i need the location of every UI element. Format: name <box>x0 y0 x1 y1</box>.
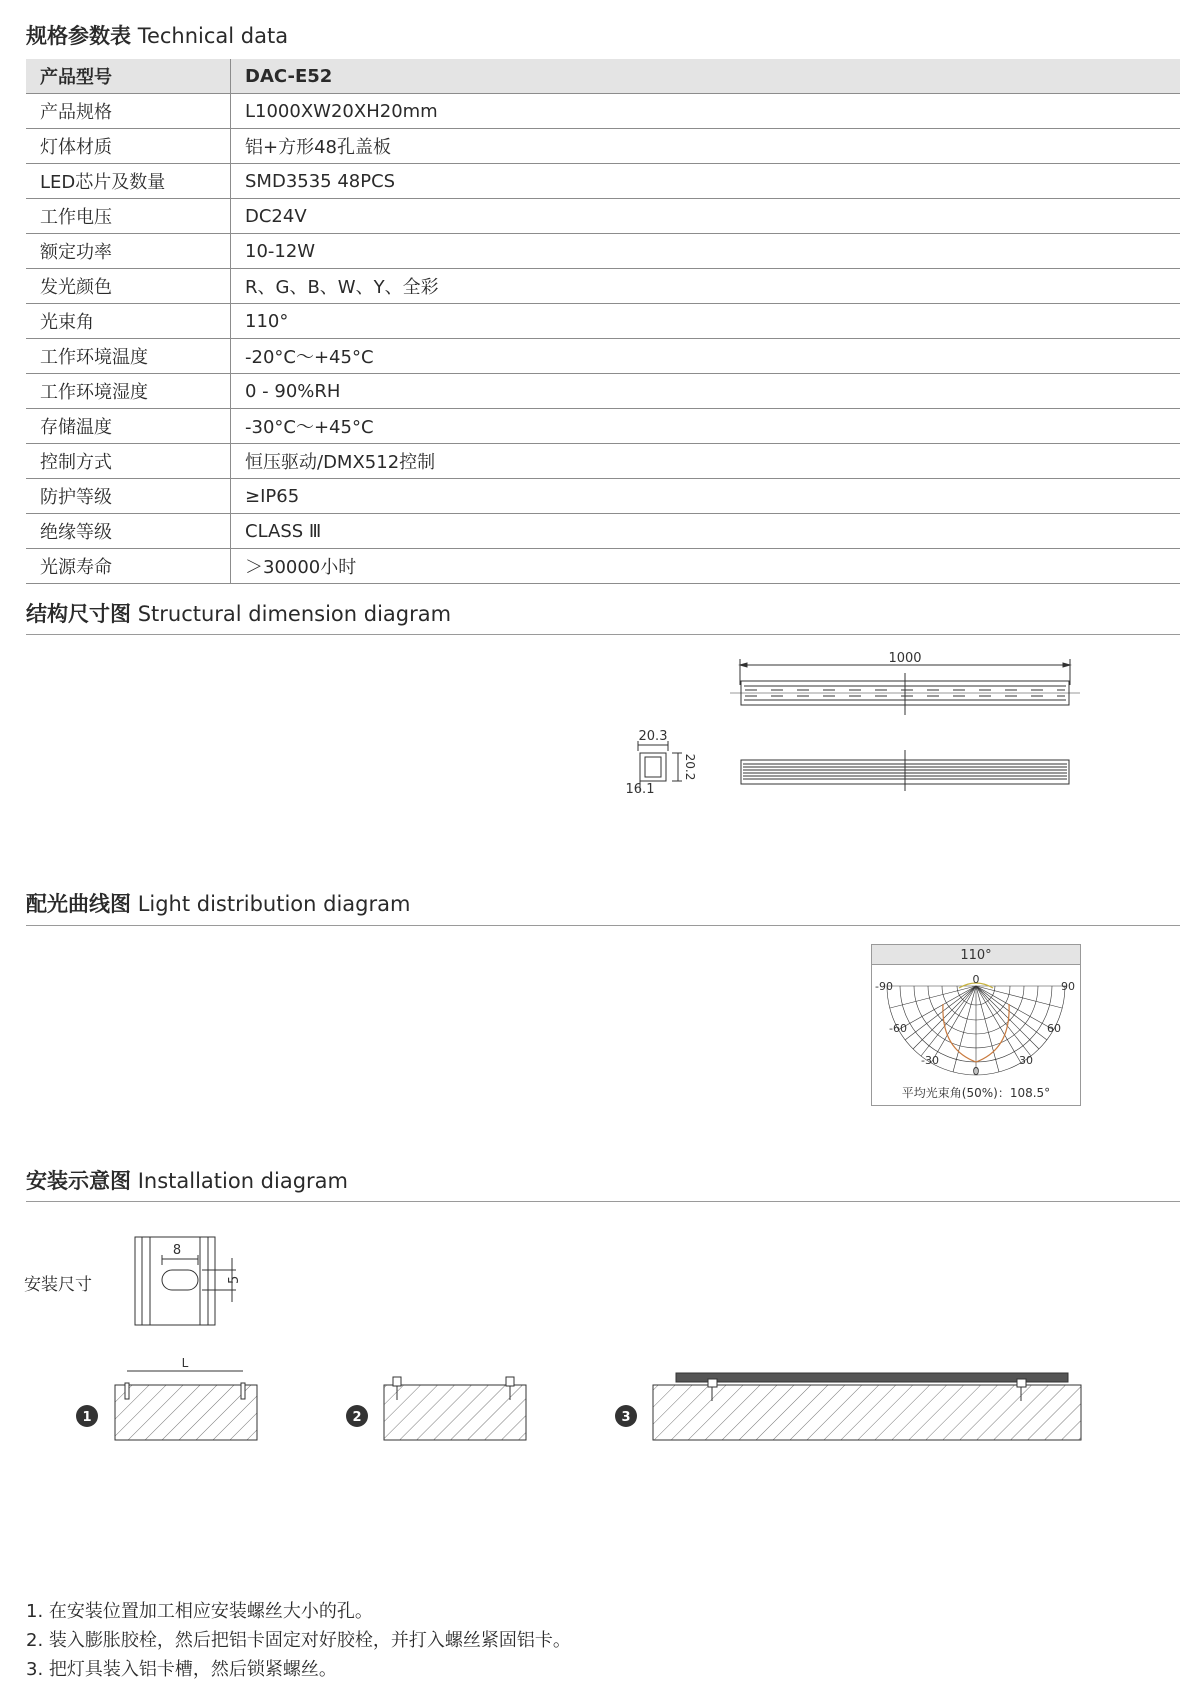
slot-width: 8 <box>172 1243 182 1258</box>
spec-value: 0 - 90%RH <box>231 374 1181 409</box>
structural-rule <box>26 634 1180 635</box>
step-badge-3-number: 3 <box>621 1410 631 1425</box>
install-step-2: 2. 装入膨胀胶栓，然后把铝卡固定对好胶栓，并打入螺丝紧固铝卡。 <box>26 1630 571 1651</box>
spec-value: 10-12W <box>231 234 1181 269</box>
install-size-label: 安装尺寸 <box>24 1275 92 1295</box>
spec-key: 工作环境温度 <box>26 339 231 374</box>
install-step-3: 3. 把灯具装入铝卡槽，然后锁紧螺丝。 <box>26 1659 337 1680</box>
spec-key: 工作环境湿度 <box>26 374 231 409</box>
spec-key: 控制方式 <box>26 444 231 479</box>
spec-header-value: DAC-E52 <box>231 59 1181 94</box>
angle-label-left-90: -90 <box>875 980 893 993</box>
spec-key: 光束角 <box>26 304 231 339</box>
distribution-rule <box>26 925 1180 926</box>
angle-label-bottom: 0 <box>972 1065 980 1078</box>
spec-row <box>26 409 1180 444</box>
technical-section-title: 规格参数表 Technical data <box>26 24 289 48</box>
install-steps-diagram <box>60 1355 1090 1450</box>
height-dimension: 20.2 <box>683 753 697 781</box>
side-view <box>741 750 1069 791</box>
spec-key: LED芯片及数量 <box>26 164 231 199</box>
spec-value: ＞30000小时 <box>231 549 1181 584</box>
spec-header-key: 产品型号 <box>26 59 231 94</box>
spec-value: -20°C～+45°C <box>231 339 1181 374</box>
structural-section-title: 结构尺寸图 Structural dimension diagram <box>26 602 452 626</box>
spec-value: -30°C～+45°C <box>231 409 1181 444</box>
step1-wall <box>115 1371 257 1440</box>
step-badge-2-number: 2 <box>352 1410 362 1425</box>
spec-key: 光源寿命 <box>26 549 231 584</box>
angle-label-left-30: -30 <box>921 1054 939 1067</box>
spec-row <box>26 479 1180 514</box>
spec-row <box>26 444 1180 479</box>
install-steps-text <box>26 1597 571 1684</box>
beam-caption: 平均光束角(50%)：108.5° <box>901 1086 1051 1100</box>
spec-row <box>26 234 1180 269</box>
spec-key: 存储温度 <box>26 409 231 444</box>
spec-value: SMD3535 48PCS <box>231 164 1181 199</box>
spec-value: R、G、B、W、Y、全彩 <box>231 269 1181 304</box>
spec-key: 绝缘等级 <box>26 514 231 549</box>
angle-label-left-60: -60 <box>889 1022 907 1035</box>
spec-row <box>26 549 1180 584</box>
installation-rule <box>26 1201 1180 1202</box>
spec-row <box>26 199 1180 234</box>
spacing-label: L <box>181 1356 189 1370</box>
spec-row <box>26 339 1180 374</box>
polar-diagram <box>871 944 1081 1106</box>
install-step-1: 1. 在安装位置加工相应安装螺丝大小的孔。 <box>26 1601 373 1622</box>
step2-wall <box>384 1377 526 1440</box>
structural-diagram <box>620 645 1090 805</box>
install-bracket-diagram <box>130 1230 250 1330</box>
spec-key: 防护等级 <box>26 479 231 514</box>
base-dimension: 16.1 <box>625 782 655 797</box>
angle-label-top: 0 <box>972 973 980 986</box>
spec-value: CLASS Ⅲ <box>231 514 1181 549</box>
installation-section-title: 安装示意图 Installation diagram <box>26 1169 348 1193</box>
distribution-section-title: 配光曲线图 Light distribution diagram <box>26 892 411 916</box>
spec-row <box>26 514 1180 549</box>
step-badge-1-number: 1 <box>82 1410 92 1425</box>
spec-table <box>26 59 1180 584</box>
slot-height: 5 <box>227 1275 242 1284</box>
spec-key: 产品规格 <box>26 94 231 129</box>
spec-key: 灯体材质 <box>26 129 231 164</box>
spec-header-row <box>26 59 1180 94</box>
spec-value: 铝+方形48孔盖板 <box>231 129 1181 164</box>
spec-row <box>26 269 1180 304</box>
beam-angle-header: 110° <box>960 948 992 963</box>
length-dimension: 1000 <box>888 651 922 666</box>
spec-key: 发光颜色 <box>26 269 231 304</box>
spec-value: L1000XW20XH20mm <box>231 94 1181 129</box>
step3-wall <box>653 1373 1081 1440</box>
spec-value: 110° <box>231 304 1181 339</box>
spec-row <box>26 129 1180 164</box>
angle-label-right-30: 30 <box>1019 1054 1033 1067</box>
angle-label-right-60: 60 <box>1047 1022 1061 1035</box>
spec-key: 额定功率 <box>26 234 231 269</box>
width-dimension: 20.3 <box>638 729 668 744</box>
spec-value: ≥IP65 <box>231 479 1181 514</box>
spec-key: 工作电压 <box>26 199 231 234</box>
spec-row <box>26 164 1180 199</box>
spec-row <box>26 94 1180 129</box>
spec-row <box>26 374 1180 409</box>
spec-row <box>26 304 1180 339</box>
spec-value: 恒压驱动/DMX512控制 <box>231 444 1181 479</box>
spec-value: DC24V <box>231 199 1181 234</box>
angle-label-right-90: 90 <box>1061 980 1075 993</box>
top-view <box>730 659 1080 715</box>
